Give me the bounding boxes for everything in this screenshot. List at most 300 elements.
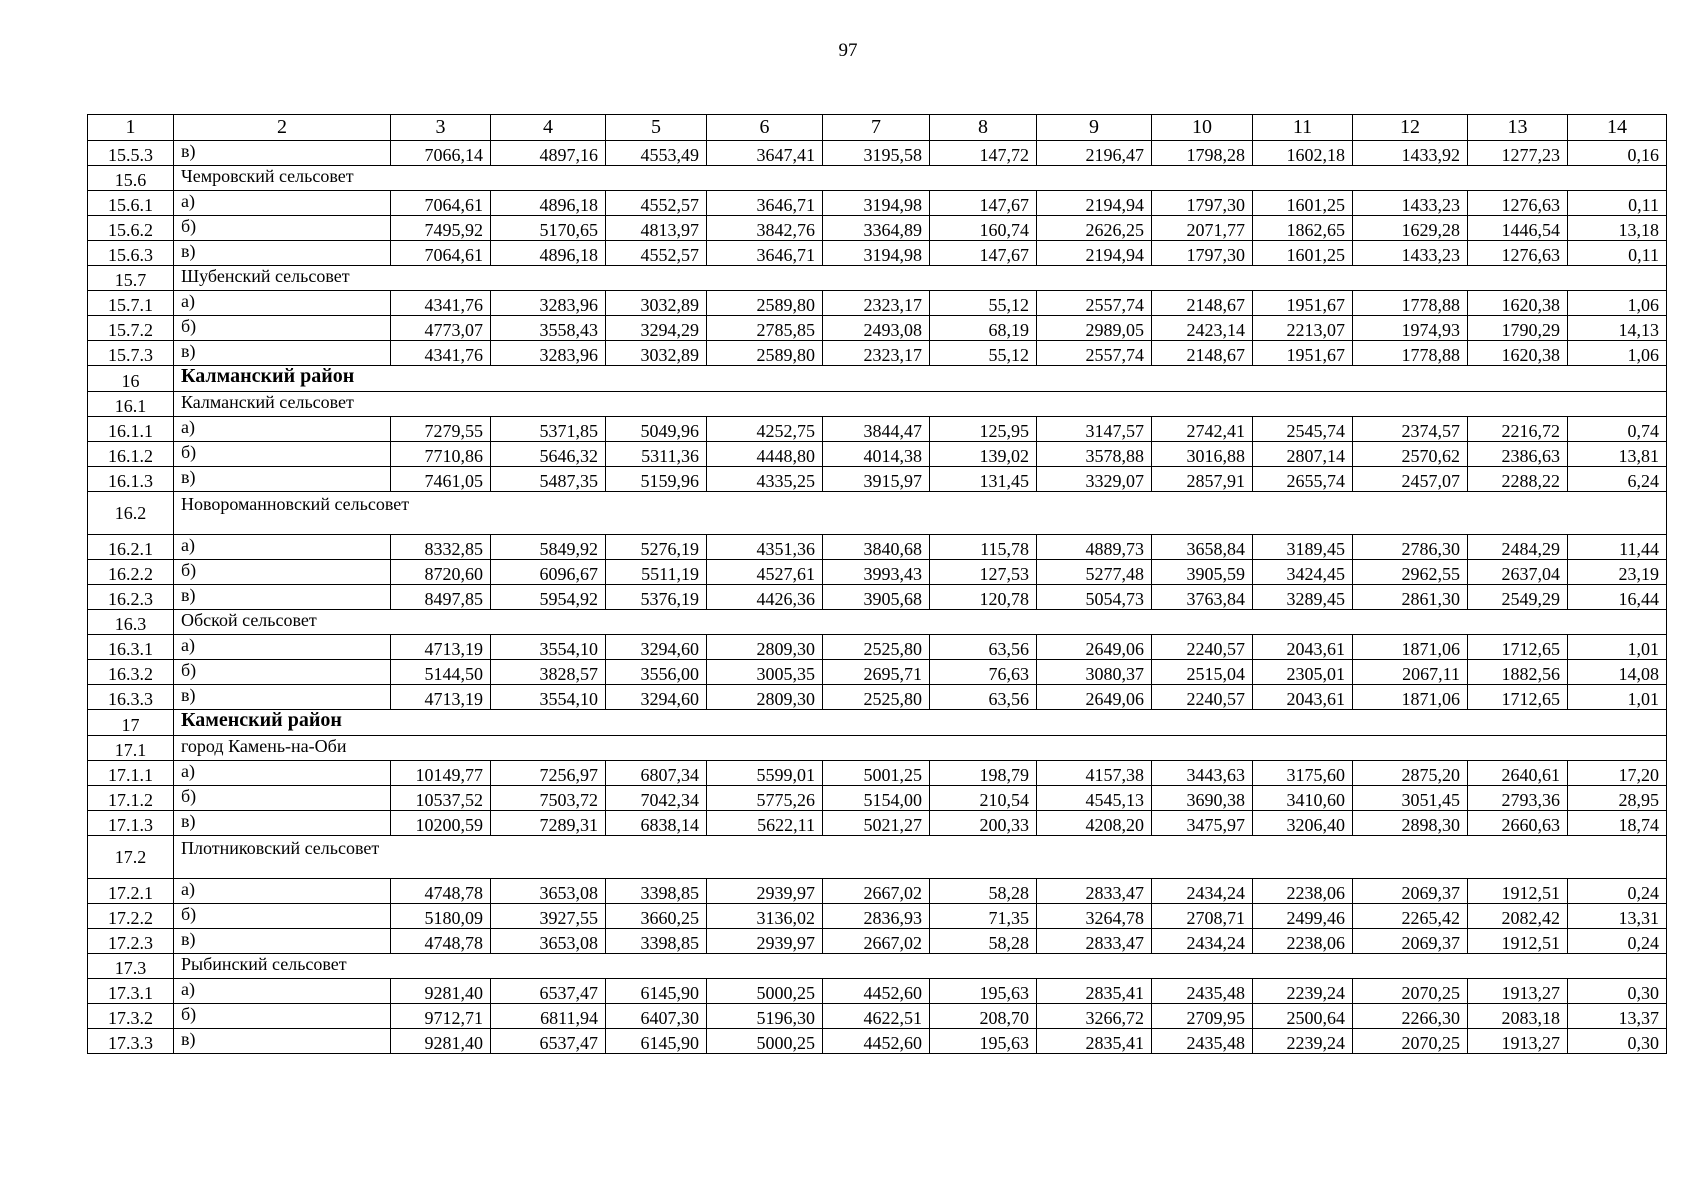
value-cell: 7066,14 xyxy=(391,141,491,166)
value-cell: 160,74 xyxy=(930,216,1037,241)
value-cell: 5849,92 xyxy=(491,535,606,560)
table-row xyxy=(88,811,1667,836)
value-cell: 18,74 xyxy=(1568,811,1667,836)
value-cell: 120,78 xyxy=(930,585,1037,610)
row-label: в) xyxy=(174,585,391,610)
value-cell: 2374,57 xyxy=(1353,417,1468,442)
value-cell: 17,20 xyxy=(1568,761,1667,786)
section-row xyxy=(88,366,1667,392)
value-cell: 0,74 xyxy=(1568,417,1667,442)
value-cell: 3554,10 xyxy=(491,635,606,660)
value-cell: 147,67 xyxy=(930,191,1037,216)
settlement-name: Шубенский сельсовет xyxy=(174,266,1667,291)
value-cell: 3905,68 xyxy=(823,585,930,610)
value-cell: 9712,71 xyxy=(391,1004,491,1029)
value-cell: 2323,17 xyxy=(823,291,930,316)
value-cell: 1871,06 xyxy=(1353,635,1468,660)
value-cell: 5001,25 xyxy=(823,761,930,786)
value-cell: 1277,23 xyxy=(1468,141,1568,166)
table-row xyxy=(88,761,1667,786)
value-cell: 2500,64 xyxy=(1253,1004,1353,1029)
value-cell: 3840,68 xyxy=(823,535,930,560)
value-cell: 6537,47 xyxy=(491,1029,606,1054)
value-cell: 7289,31 xyxy=(491,811,606,836)
row-label: в) xyxy=(174,811,391,836)
row-code: 16.1 xyxy=(88,392,174,417)
value-cell: 1602,18 xyxy=(1253,141,1353,166)
value-cell: 6096,67 xyxy=(491,560,606,585)
value-cell: 1,01 xyxy=(1568,685,1667,710)
value-cell: 2655,74 xyxy=(1253,467,1353,492)
row-label: б) xyxy=(174,560,391,585)
value-cell: 3554,10 xyxy=(491,685,606,710)
value-cell: 76,63 xyxy=(930,660,1037,685)
value-cell: 2807,14 xyxy=(1253,442,1353,467)
value-cell: 13,31 xyxy=(1568,904,1667,929)
column-header: 10 xyxy=(1152,115,1253,141)
data-table xyxy=(87,114,1667,1054)
value-cell: 2070,25 xyxy=(1353,979,1468,1004)
value-cell: 4713,19 xyxy=(391,635,491,660)
row-label: б) xyxy=(174,660,391,685)
value-cell: 5622,11 xyxy=(707,811,823,836)
value-cell: 2493,08 xyxy=(823,316,930,341)
table-row xyxy=(88,786,1667,811)
value-cell: 3283,96 xyxy=(491,291,606,316)
value-cell: 3556,00 xyxy=(606,660,707,685)
column-header: 2 xyxy=(174,115,391,141)
value-cell: 6537,47 xyxy=(491,979,606,1004)
row-label: в) xyxy=(174,929,391,954)
settlement-name: Обской сельсовет xyxy=(174,610,1667,635)
value-cell: 2213,07 xyxy=(1253,316,1353,341)
value-cell: 1912,51 xyxy=(1468,879,1568,904)
value-cell: 2549,29 xyxy=(1468,585,1568,610)
value-cell: 2939,97 xyxy=(707,879,823,904)
value-cell: 1951,67 xyxy=(1253,291,1353,316)
value-cell: 2238,06 xyxy=(1253,879,1353,904)
table-row xyxy=(88,685,1667,710)
value-cell: 5599,01 xyxy=(707,761,823,786)
value-cell: 1712,65 xyxy=(1468,685,1568,710)
value-cell: 4157,38 xyxy=(1037,761,1152,786)
row-code: 17.3.3 xyxy=(88,1029,174,1054)
value-cell: 2525,80 xyxy=(823,635,930,660)
value-cell: 4527,61 xyxy=(707,560,823,585)
table-row xyxy=(88,241,1667,266)
value-cell: 4773,07 xyxy=(391,316,491,341)
value-cell: 1882,56 xyxy=(1468,660,1568,685)
value-cell: 5159,96 xyxy=(606,467,707,492)
settlement-name: Калманский сельсовет xyxy=(174,392,1667,417)
row-label: б) xyxy=(174,1004,391,1029)
value-cell: 3646,71 xyxy=(707,191,823,216)
value-cell: 3016,88 xyxy=(1152,442,1253,467)
value-cell: 1446,54 xyxy=(1468,216,1568,241)
value-cell: 6811,94 xyxy=(491,1004,606,1029)
value-cell: 1862,65 xyxy=(1253,216,1353,241)
subsection-row xyxy=(88,736,1667,761)
value-cell: 2989,05 xyxy=(1037,316,1152,341)
value-cell: 127,53 xyxy=(930,560,1037,585)
value-cell: 2434,24 xyxy=(1152,879,1253,904)
value-cell: 3005,35 xyxy=(707,660,823,685)
value-cell: 4426,36 xyxy=(707,585,823,610)
value-cell: 2709,95 xyxy=(1152,1004,1253,1029)
value-cell: 4748,78 xyxy=(391,929,491,954)
value-cell: 2499,46 xyxy=(1253,904,1353,929)
value-cell: 3475,97 xyxy=(1152,811,1253,836)
district-name: Калманский район xyxy=(174,366,1667,392)
value-cell: 2875,20 xyxy=(1353,761,1468,786)
value-cell: 3842,76 xyxy=(707,216,823,241)
column-header: 7 xyxy=(823,115,930,141)
value-cell: 7256,97 xyxy=(491,761,606,786)
row-label: б) xyxy=(174,904,391,929)
value-cell: 2785,85 xyxy=(707,316,823,341)
value-cell: 1601,25 xyxy=(1253,191,1353,216)
value-cell: 3398,85 xyxy=(606,879,707,904)
table-row xyxy=(88,216,1667,241)
value-cell: 3264,78 xyxy=(1037,904,1152,929)
row-label: а) xyxy=(174,535,391,560)
row-label: в) xyxy=(174,685,391,710)
row-label: а) xyxy=(174,979,391,1004)
table-row xyxy=(88,467,1667,492)
row-code: 17.2.2 xyxy=(88,904,174,929)
column-header: 13 xyxy=(1468,115,1568,141)
value-cell: 3206,40 xyxy=(1253,811,1353,836)
value-cell: 2667,02 xyxy=(823,929,930,954)
value-cell: 2525,80 xyxy=(823,685,930,710)
value-cell: 131,45 xyxy=(930,467,1037,492)
value-cell: 1778,88 xyxy=(1353,291,1468,316)
value-cell: 2861,30 xyxy=(1353,585,1468,610)
value-cell: 2435,48 xyxy=(1152,1029,1253,1054)
value-cell: 68,19 xyxy=(930,316,1037,341)
table-row xyxy=(88,442,1667,467)
value-cell: 147,72 xyxy=(930,141,1037,166)
value-cell: 3329,07 xyxy=(1037,467,1152,492)
table-row xyxy=(88,635,1667,660)
value-cell: 1871,06 xyxy=(1353,685,1468,710)
value-cell: 5371,85 xyxy=(491,417,606,442)
value-cell: 3653,08 xyxy=(491,879,606,904)
row-label: а) xyxy=(174,191,391,216)
row-code: 15.6 xyxy=(88,166,174,191)
value-cell: 71,35 xyxy=(930,904,1037,929)
value-cell: 1797,30 xyxy=(1152,241,1253,266)
value-cell: 2898,30 xyxy=(1353,811,1468,836)
value-cell: 5276,19 xyxy=(606,535,707,560)
subsection-row xyxy=(88,392,1667,417)
value-cell: 3289,45 xyxy=(1253,585,1353,610)
row-code: 17.2 xyxy=(88,836,174,879)
value-cell: 1276,63 xyxy=(1468,191,1568,216)
row-label: а) xyxy=(174,761,391,786)
value-cell: 7710,86 xyxy=(391,442,491,467)
value-cell: 2589,80 xyxy=(707,341,823,366)
value-cell: 6145,90 xyxy=(606,1029,707,1054)
value-cell: 4897,16 xyxy=(491,141,606,166)
value-cell: 7064,61 xyxy=(391,241,491,266)
column-header: 8 xyxy=(930,115,1037,141)
value-cell: 5170,65 xyxy=(491,216,606,241)
value-cell: 5021,27 xyxy=(823,811,930,836)
value-cell: 2570,62 xyxy=(1353,442,1468,467)
row-code: 15.7.2 xyxy=(88,316,174,341)
value-cell: 2457,07 xyxy=(1353,467,1468,492)
value-cell: 3993,43 xyxy=(823,560,930,585)
table-row xyxy=(88,904,1667,929)
value-cell: 5180,09 xyxy=(391,904,491,929)
value-cell: 28,95 xyxy=(1568,786,1667,811)
value-cell: 3283,96 xyxy=(491,341,606,366)
settlement-name: город Камень-на-Оби xyxy=(174,736,1667,761)
row-code: 17.1.2 xyxy=(88,786,174,811)
column-header: 11 xyxy=(1253,115,1353,141)
value-cell: 1433,92 xyxy=(1353,141,1468,166)
value-cell: 2069,37 xyxy=(1353,879,1468,904)
value-cell: 16,44 xyxy=(1568,585,1667,610)
subsection-row xyxy=(88,166,1667,191)
column-header: 5 xyxy=(606,115,707,141)
value-cell: 0,11 xyxy=(1568,191,1667,216)
row-code: 17.3.2 xyxy=(88,1004,174,1029)
value-cell: 2194,94 xyxy=(1037,191,1152,216)
value-cell: 2640,61 xyxy=(1468,761,1568,786)
value-cell: 2148,67 xyxy=(1152,341,1253,366)
value-cell: 3905,59 xyxy=(1152,560,1253,585)
value-cell: 3294,60 xyxy=(606,635,707,660)
value-cell: 7461,05 xyxy=(391,467,491,492)
table-row xyxy=(88,879,1667,904)
value-cell: 3398,85 xyxy=(606,929,707,954)
row-code: 15.6.1 xyxy=(88,191,174,216)
value-cell: 14,13 xyxy=(1568,316,1667,341)
row-code: 17.1.1 xyxy=(88,761,174,786)
table-row xyxy=(88,417,1667,442)
value-cell: 2240,57 xyxy=(1152,685,1253,710)
value-cell: 4552,57 xyxy=(606,191,707,216)
value-cell: 4553,49 xyxy=(606,141,707,166)
value-cell: 5954,92 xyxy=(491,585,606,610)
value-cell: 2626,25 xyxy=(1037,216,1152,241)
value-cell: 2435,48 xyxy=(1152,979,1253,1004)
value-cell: 5311,36 xyxy=(606,442,707,467)
value-cell: 1913,27 xyxy=(1468,979,1568,1004)
value-cell: 4622,51 xyxy=(823,1004,930,1029)
value-cell: 2069,37 xyxy=(1353,929,1468,954)
subsection-row xyxy=(88,954,1667,979)
value-cell: 3763,84 xyxy=(1152,585,1253,610)
value-cell: 3646,71 xyxy=(707,241,823,266)
value-cell: 63,56 xyxy=(930,635,1037,660)
value-cell: 2239,24 xyxy=(1253,979,1353,1004)
row-code: 16.2.2 xyxy=(88,560,174,585)
value-cell: 2939,97 xyxy=(707,929,823,954)
value-cell: 1276,63 xyxy=(1468,241,1568,266)
value-cell: 7495,92 xyxy=(391,216,491,241)
value-cell: 4341,76 xyxy=(391,341,491,366)
column-header: 12 xyxy=(1353,115,1468,141)
value-cell: 4552,57 xyxy=(606,241,707,266)
value-cell: 3364,89 xyxy=(823,216,930,241)
value-cell: 2265,42 xyxy=(1353,904,1468,929)
value-cell: 2323,17 xyxy=(823,341,930,366)
value-cell: 7064,61 xyxy=(391,191,491,216)
value-cell: 9281,40 xyxy=(391,979,491,1004)
value-cell: 6,24 xyxy=(1568,467,1667,492)
table-row xyxy=(88,660,1667,685)
value-cell: 2833,47 xyxy=(1037,879,1152,904)
value-cell: 1620,38 xyxy=(1468,341,1568,366)
table-row xyxy=(88,191,1667,216)
value-cell: 3410,60 xyxy=(1253,786,1353,811)
value-cell: 2557,74 xyxy=(1037,291,1152,316)
row-label: в) xyxy=(174,467,391,492)
value-cell: 2288,22 xyxy=(1468,467,1568,492)
value-cell: 1778,88 xyxy=(1353,341,1468,366)
value-cell: 4452,60 xyxy=(823,1029,930,1054)
value-cell: 3915,97 xyxy=(823,467,930,492)
value-cell: 6838,14 xyxy=(606,811,707,836)
table-row xyxy=(88,1029,1667,1054)
value-cell: 2557,74 xyxy=(1037,341,1152,366)
row-label: а) xyxy=(174,635,391,660)
value-cell: 5196,30 xyxy=(707,1004,823,1029)
value-cell: 2515,04 xyxy=(1152,660,1253,685)
table-row xyxy=(88,535,1667,560)
subsection-row xyxy=(88,836,1667,879)
value-cell: 0,30 xyxy=(1568,1029,1667,1054)
value-cell: 2835,41 xyxy=(1037,979,1152,1004)
value-cell: 4889,73 xyxy=(1037,535,1152,560)
row-label: б) xyxy=(174,316,391,341)
table-row xyxy=(88,1004,1667,1029)
value-cell: 2708,71 xyxy=(1152,904,1253,929)
value-cell: 3828,57 xyxy=(491,660,606,685)
value-cell: 4252,75 xyxy=(707,417,823,442)
row-code: 16.3 xyxy=(88,610,174,635)
value-cell: 2240,57 xyxy=(1152,635,1253,660)
value-cell: 2809,30 xyxy=(707,685,823,710)
value-cell: 2809,30 xyxy=(707,635,823,660)
value-cell: 208,70 xyxy=(930,1004,1037,1029)
table-row xyxy=(88,585,1667,610)
value-cell: 2667,02 xyxy=(823,879,930,904)
row-code: 15.5.3 xyxy=(88,141,174,166)
value-cell: 2070,25 xyxy=(1353,1029,1468,1054)
value-cell: 2238,06 xyxy=(1253,929,1353,954)
row-code: 15.7.3 xyxy=(88,341,174,366)
value-cell: 1629,28 xyxy=(1353,216,1468,241)
value-cell: 3578,88 xyxy=(1037,442,1152,467)
value-cell: 10537,52 xyxy=(391,786,491,811)
row-code: 15.7 xyxy=(88,266,174,291)
value-cell: 3558,43 xyxy=(491,316,606,341)
value-cell: 195,63 xyxy=(930,979,1037,1004)
subsection-row xyxy=(88,266,1667,291)
column-header: 4 xyxy=(491,115,606,141)
row-code: 16.1.2 xyxy=(88,442,174,467)
value-cell: 2660,63 xyxy=(1468,811,1568,836)
value-cell: 6145,90 xyxy=(606,979,707,1004)
value-cell: 4014,38 xyxy=(823,442,930,467)
value-cell: 10149,77 xyxy=(391,761,491,786)
row-code: 15.7.1 xyxy=(88,291,174,316)
row-label: б) xyxy=(174,786,391,811)
row-code: 17.3 xyxy=(88,954,174,979)
value-cell: 3443,63 xyxy=(1152,761,1253,786)
value-cell: 2742,41 xyxy=(1152,417,1253,442)
row-label: в) xyxy=(174,341,391,366)
value-cell: 5154,00 xyxy=(823,786,930,811)
value-cell: 200,33 xyxy=(930,811,1037,836)
value-cell: 2067,11 xyxy=(1353,660,1468,685)
value-cell: 4208,20 xyxy=(1037,811,1152,836)
value-cell: 3051,45 xyxy=(1353,786,1468,811)
table-row xyxy=(88,560,1667,585)
value-cell: 1974,93 xyxy=(1353,316,1468,341)
value-cell: 2216,72 xyxy=(1468,417,1568,442)
value-cell: 8332,85 xyxy=(391,535,491,560)
value-cell: 5054,73 xyxy=(1037,585,1152,610)
value-cell: 7042,34 xyxy=(606,786,707,811)
value-cell: 125,95 xyxy=(930,417,1037,442)
value-cell: 2649,06 xyxy=(1037,635,1152,660)
value-cell: 5511,19 xyxy=(606,560,707,585)
table-row xyxy=(88,979,1667,1004)
row-code: 16.3.1 xyxy=(88,635,174,660)
value-cell: 3032,89 xyxy=(606,341,707,366)
value-cell: 4748,78 xyxy=(391,879,491,904)
value-cell: 1790,29 xyxy=(1468,316,1568,341)
settlement-name: Чемровский сельсовет xyxy=(174,166,1667,191)
value-cell: 1798,28 xyxy=(1152,141,1253,166)
value-cell: 13,81 xyxy=(1568,442,1667,467)
value-cell: 2423,14 xyxy=(1152,316,1253,341)
value-cell: 1712,65 xyxy=(1468,635,1568,660)
value-cell: 5487,35 xyxy=(491,467,606,492)
row-code: 16.2.1 xyxy=(88,535,174,560)
value-cell: 5144,50 xyxy=(391,660,491,685)
value-cell: 1,06 xyxy=(1568,341,1667,366)
value-cell: 23,19 xyxy=(1568,560,1667,585)
value-cell: 55,12 xyxy=(930,341,1037,366)
value-cell: 2082,42 xyxy=(1468,904,1568,929)
value-cell: 2695,71 xyxy=(823,660,930,685)
value-cell: 1912,51 xyxy=(1468,929,1568,954)
value-cell: 6807,34 xyxy=(606,761,707,786)
value-cell: 5000,25 xyxy=(707,979,823,1004)
value-cell: 2962,55 xyxy=(1353,560,1468,585)
value-cell: 2043,61 xyxy=(1253,635,1353,660)
row-code: 17.2.3 xyxy=(88,929,174,954)
value-cell: 55,12 xyxy=(930,291,1037,316)
value-cell: 1601,25 xyxy=(1253,241,1353,266)
value-cell: 5049,96 xyxy=(606,417,707,442)
value-cell: 2649,06 xyxy=(1037,685,1152,710)
value-cell: 2071,77 xyxy=(1152,216,1253,241)
row-label: б) xyxy=(174,442,391,467)
row-code: 16.2.3 xyxy=(88,585,174,610)
value-cell: 2545,74 xyxy=(1253,417,1353,442)
value-cell: 9281,40 xyxy=(391,1029,491,1054)
table-row xyxy=(88,291,1667,316)
subsection-row xyxy=(88,610,1667,635)
value-cell: 5775,26 xyxy=(707,786,823,811)
